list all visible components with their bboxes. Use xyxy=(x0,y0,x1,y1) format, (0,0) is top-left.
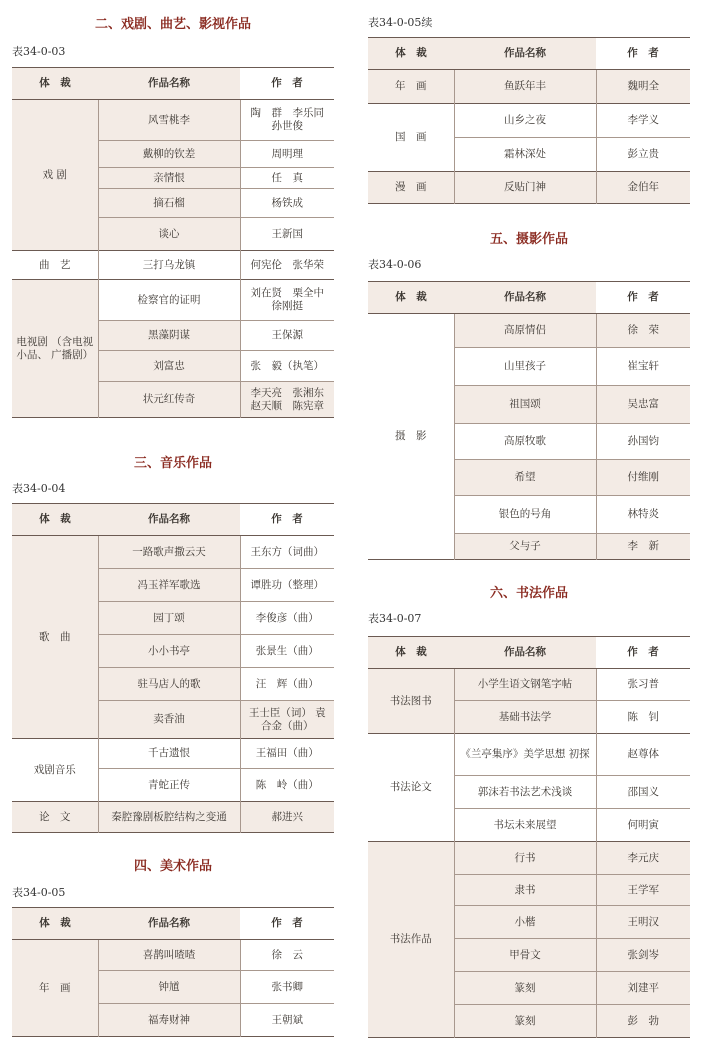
work-cell: 园丁颂 xyxy=(98,602,240,635)
author-cell: 何宪伦 张华荣 xyxy=(240,251,334,280)
work-cell: 银色的号角 xyxy=(454,496,596,534)
author-cell: 王明汉 xyxy=(596,906,690,939)
genre-cell: 论 文 xyxy=(12,802,98,833)
genre-cell: 书法图书 xyxy=(368,669,454,734)
table-photo xyxy=(368,281,690,560)
work-cell: 驻马店人的歌 xyxy=(98,668,240,701)
genre-cell: 曲 艺 xyxy=(12,251,98,280)
author-cell: 张景生（曲） xyxy=(240,635,334,668)
author-cell: 王保源 xyxy=(240,321,334,351)
table-row xyxy=(368,172,690,204)
header-author: 作 者 xyxy=(240,68,334,100)
header-work: 作品名称 xyxy=(454,637,596,669)
table-id-34-0-03: 表34-0-03 xyxy=(12,45,66,58)
work-cell: 霜林深处 xyxy=(454,138,596,172)
header-work: 作品名称 xyxy=(98,908,240,940)
section-title-art: 四、美术作品 xyxy=(133,859,212,874)
author-cell: 林特炎 xyxy=(596,496,690,534)
author-cell: 任 真 xyxy=(240,168,334,189)
author-cell: 刘建平 xyxy=(596,972,690,1005)
genre-cell: 歌 曲 xyxy=(12,536,98,739)
author-cell: 崔宝轩 xyxy=(596,348,690,386)
table-row xyxy=(12,280,334,321)
author-cell: 彭 勃 xyxy=(596,1005,690,1038)
genre-cell: 电视剧 （含电视小品、 广播剧） xyxy=(12,280,98,418)
work-cell: 山里孩子 xyxy=(454,348,596,386)
work-cell: 谈心 xyxy=(98,218,240,251)
work-cell: 秦腔豫剧板腔结构之变通 xyxy=(98,802,240,833)
author-cell: 何明寅 xyxy=(596,809,690,842)
header-genre: 体 裁 xyxy=(12,908,98,940)
work-cell: 检察官的证明 xyxy=(98,280,240,321)
table-row xyxy=(368,842,690,875)
author-cell: 李俊彦（曲） xyxy=(240,602,334,635)
work-cell: 黑藻阴谋 xyxy=(98,321,240,351)
table-id-34-0-05: 表34-0-05 xyxy=(12,886,66,899)
table-art-continued xyxy=(368,37,690,204)
author-cell: 李元庆 xyxy=(596,842,690,875)
author-cell: 周明理 xyxy=(240,141,334,168)
work-cell: 基础书法学 xyxy=(454,701,596,734)
genre-cell: 国 画 xyxy=(368,104,454,172)
table-row xyxy=(12,739,334,769)
author-cell: 彭立贵 xyxy=(596,138,690,172)
work-cell: 希望 xyxy=(454,460,596,496)
work-cell: 钟馗 xyxy=(98,971,240,1004)
table-row xyxy=(12,536,334,569)
author-cell: 吴忠富 xyxy=(596,386,690,424)
author-cell: 王学军 xyxy=(596,875,690,906)
work-cell: 卖香油 xyxy=(98,701,240,739)
section-title-drama: 二、戏剧、曲艺、影视作品 xyxy=(94,17,251,32)
header-author: 作 者 xyxy=(596,38,690,70)
header-work: 作品名称 xyxy=(454,38,596,70)
work-cell: 戴柳的钦差 xyxy=(98,141,240,168)
work-cell: 行书 xyxy=(454,842,596,875)
table-id-34-0-05-cont: 表34-0-05续 xyxy=(368,16,433,29)
author-cell: 李学义 xyxy=(596,104,690,138)
author-cell: 魏明全 xyxy=(596,70,690,104)
author-cell: 王朝斌 xyxy=(240,1004,334,1037)
genre-cell: 戏 剧 xyxy=(12,100,98,251)
table-header xyxy=(368,637,690,669)
genre-cell: 年 画 xyxy=(12,940,98,1037)
work-cell: 青蛇正传 xyxy=(98,769,240,802)
table-row xyxy=(368,669,690,701)
author-cell: 徐 云 xyxy=(240,940,334,971)
work-cell: 隶书 xyxy=(454,875,596,906)
work-cell: 三打乌龙镇 xyxy=(98,251,240,280)
genre-cell: 书法作品 xyxy=(368,842,454,1038)
work-cell: 亲情恨 xyxy=(98,168,240,189)
table-row xyxy=(368,734,690,776)
author-cell: 李 新 xyxy=(596,534,690,560)
genre-cell: 摄 影 xyxy=(368,314,454,560)
author-cell: 徐 荣 xyxy=(596,314,690,348)
table-row xyxy=(12,802,334,833)
work-cell: 状元红传奇 xyxy=(98,382,240,418)
author-cell: 王东方（词曲） xyxy=(240,536,334,569)
work-cell: 山乡之夜 xyxy=(454,104,596,138)
table-header xyxy=(368,282,690,314)
work-cell: 高原情侣 xyxy=(454,314,596,348)
section-title-calligraphy: 六、书法作品 xyxy=(489,586,568,601)
work-cell: 小小书亭 xyxy=(98,635,240,668)
table-header xyxy=(368,38,690,70)
work-cell: 小学生语文钢笔字帖 xyxy=(454,669,596,701)
table-calligraphy xyxy=(368,636,690,1038)
table-row xyxy=(368,314,690,348)
work-cell: 鱼跃年丰 xyxy=(454,70,596,104)
work-cell: 篆刻 xyxy=(454,972,596,1005)
genre-cell: 漫 画 xyxy=(368,172,454,204)
header-genre: 体 裁 xyxy=(12,68,98,100)
table-row xyxy=(12,251,334,280)
author-cell: 刘在贤 栗全中 徐刚挺 xyxy=(240,280,334,321)
author-cell: 李天亮 张湘东 赵天顺 陈宪章 xyxy=(240,382,334,418)
table-row xyxy=(12,100,334,141)
section-title-photo: 五、摄影作品 xyxy=(489,232,568,247)
work-cell: 反贴门神 xyxy=(454,172,596,204)
author-cell: 杨铁成 xyxy=(240,189,334,218)
author-cell: 谭胜功（整理） xyxy=(240,569,334,602)
author-cell: 郝进兴 xyxy=(240,802,334,833)
author-cell: 孙国钧 xyxy=(596,424,690,460)
header-genre: 体 裁 xyxy=(368,637,454,669)
table-header xyxy=(12,504,334,536)
work-cell: 书坛未来展望 xyxy=(454,809,596,842)
author-cell: 王士臣（词） 袁合金（曲） xyxy=(240,701,334,739)
header-genre: 体 裁 xyxy=(368,38,454,70)
work-cell: 祖国颂 xyxy=(454,386,596,424)
header-author: 作 者 xyxy=(240,908,334,940)
work-cell: 福寿财神 xyxy=(98,1004,240,1037)
genre-cell: 年 画 xyxy=(368,70,454,104)
work-cell: 千古遗恨 xyxy=(98,739,240,769)
author-cell: 陶 群 李乐同 孙世俊 xyxy=(240,100,334,141)
section-title-music: 三、音乐作品 xyxy=(133,456,212,471)
work-cell: 小楷 xyxy=(454,906,596,939)
genre-cell: 戏剧音乐 xyxy=(12,739,98,802)
header-work: 作品名称 xyxy=(454,282,596,314)
work-cell: 冯玉祥军歌选 xyxy=(98,569,240,602)
author-cell: 张习普 xyxy=(596,669,690,701)
work-cell: 《兰亭集序》美学思想 初探 xyxy=(454,734,596,776)
table-row xyxy=(368,70,690,104)
author-cell: 邵国义 xyxy=(596,776,690,809)
work-cell: 甲骨文 xyxy=(454,939,596,972)
author-cell: 张书卿 xyxy=(240,971,334,1004)
header-genre: 体 裁 xyxy=(12,504,98,536)
work-cell: 父与子 xyxy=(454,534,596,560)
author-cell: 王福田（曲） xyxy=(240,739,334,769)
author-cell: 汪 辉（曲） xyxy=(240,668,334,701)
author-cell: 王新国 xyxy=(240,218,334,251)
header-work: 作品名称 xyxy=(98,68,240,100)
header-genre: 体 裁 xyxy=(368,282,454,314)
author-cell: 陈 岭（曲） xyxy=(240,769,334,802)
work-cell: 摘石榴 xyxy=(98,189,240,218)
table-header xyxy=(12,908,334,940)
table-id-34-0-07: 表34-0-07 xyxy=(368,612,422,625)
header-author: 作 者 xyxy=(596,282,690,314)
author-cell: 金伯年 xyxy=(596,172,690,204)
work-cell: 一路歌声撒云天 xyxy=(98,536,240,569)
table-row xyxy=(12,940,334,971)
table-row xyxy=(368,104,690,138)
author-cell: 付维刚 xyxy=(596,460,690,496)
table-id-34-0-04: 表34-0-04 xyxy=(12,482,66,495)
header-work: 作品名称 xyxy=(98,504,240,536)
table-id-34-0-06: 表34-0-06 xyxy=(368,258,422,271)
work-cell: 刘富忠 xyxy=(98,351,240,382)
table-header xyxy=(12,68,334,100)
work-cell: 喜鹊叫喳喳 xyxy=(98,940,240,971)
work-cell: 风雪桃李 xyxy=(98,100,240,141)
header-author: 作 者 xyxy=(240,504,334,536)
author-cell: 张剑岑 xyxy=(596,939,690,972)
header-author: 作 者 xyxy=(596,637,690,669)
table-art xyxy=(12,907,334,1037)
work-cell: 郭沫若书法艺术浅谈 xyxy=(454,776,596,809)
table-music xyxy=(12,503,334,833)
work-cell: 篆刻 xyxy=(454,1005,596,1038)
genre-cell: 书法论文 xyxy=(368,734,454,842)
table-drama xyxy=(12,67,334,418)
author-cell: 张 毅（执笔） xyxy=(240,351,334,382)
author-cell: 陈 钊 xyxy=(596,701,690,734)
author-cell: 赵尊体 xyxy=(596,734,690,776)
work-cell: 高原牧歌 xyxy=(454,424,596,460)
